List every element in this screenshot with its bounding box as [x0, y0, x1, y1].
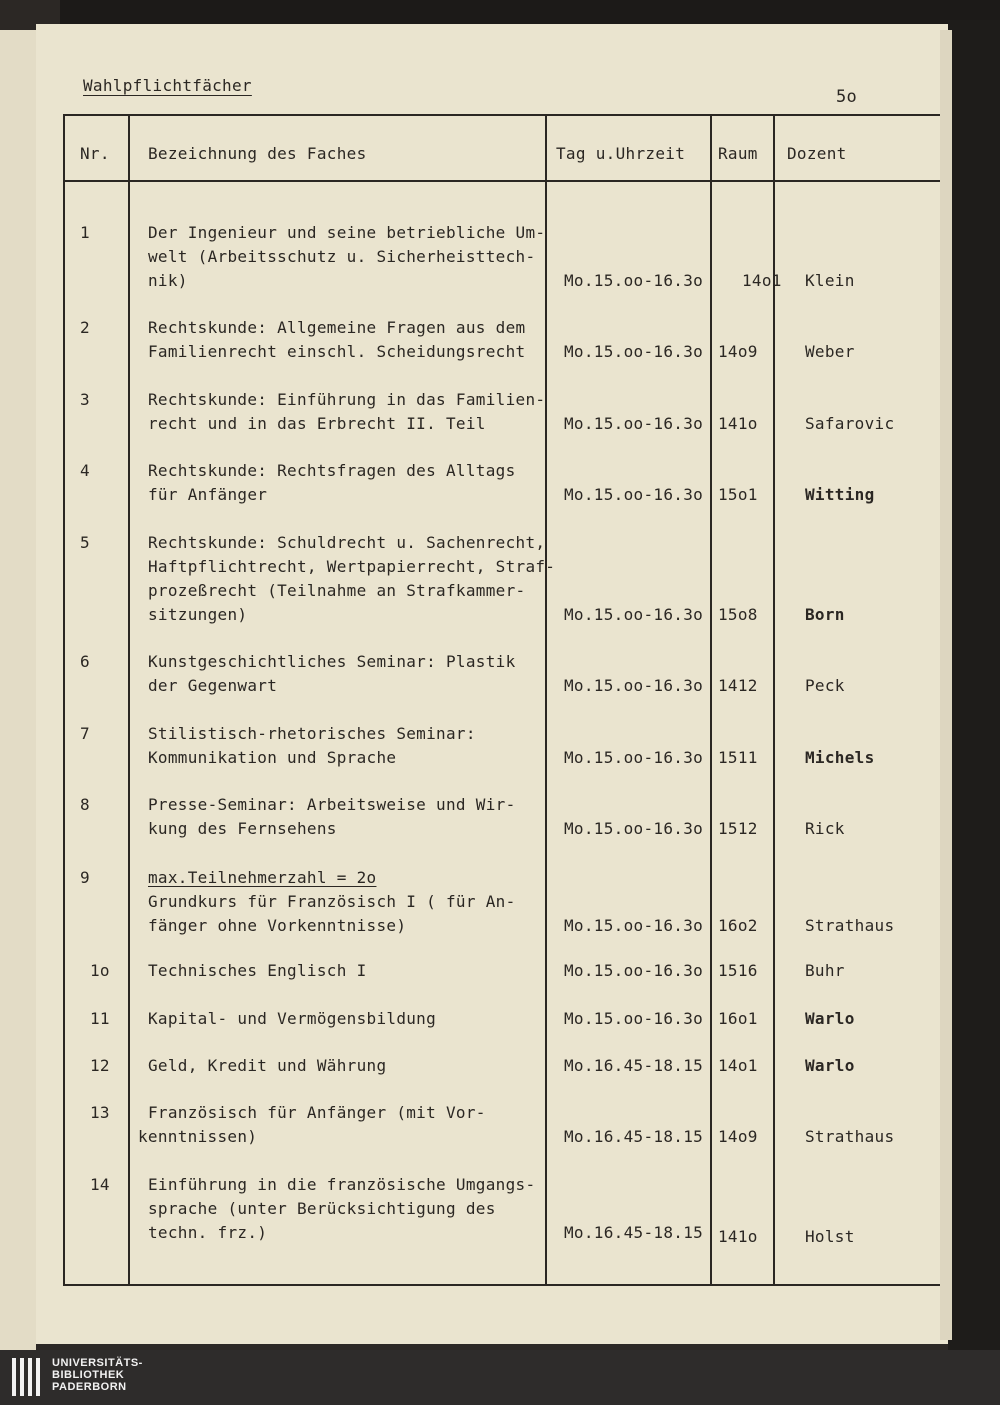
- library-footer-bar: [0, 1350, 1000, 1405]
- column-rule-time: [710, 114, 712, 1286]
- left-page-edge: [0, 30, 36, 1350]
- course-lecturer: Strathaus: [805, 916, 895, 935]
- course-title-line: Rechtskunde: Allgemeine Fragen aus dem: [148, 318, 526, 337]
- course-time: Mo.15.oo-16.3o: [564, 819, 704, 838]
- course-time: Mo.16.45-18.15: [564, 1223, 704, 1242]
- page-number: 5o: [836, 87, 858, 107]
- column-rule-nr: [128, 114, 130, 1286]
- course-room: 141o: [718, 414, 758, 433]
- row-number: 1: [80, 223, 90, 242]
- row-number: 7: [80, 724, 90, 743]
- row-number: 5: [80, 533, 90, 552]
- course-title-line: Rechtskunde: Rechtsfragen des Alltags: [148, 461, 516, 480]
- course-room: 15o8: [718, 605, 758, 624]
- course-title-line: kenntnissen): [138, 1127, 258, 1146]
- course-title-line: Rechtskunde: Einführung in das Familien-: [148, 390, 546, 409]
- row-number: 11: [90, 1009, 110, 1028]
- course-title-line: prozeßrecht (Teilnahme an Strafkammer-: [148, 581, 526, 600]
- next-page-edge: [940, 30, 952, 1340]
- header-room: Raum: [718, 144, 758, 163]
- course-room: 15o1: [718, 485, 758, 504]
- course-lecturer: Michels: [805, 748, 875, 767]
- course-lecturer: Klein: [805, 271, 855, 290]
- course-time: Mo.16.45-18.15: [564, 1056, 704, 1075]
- table-header-rule: [63, 180, 940, 182]
- course-title-line: Presse-Seminar: Arbeitsweise und Wir-: [148, 795, 516, 814]
- header-lecturer: Dozent: [787, 144, 847, 163]
- course-title-line: der Gegenwart: [148, 676, 278, 695]
- course-lecturer: Strathaus: [805, 1127, 895, 1146]
- library-logo-line: BIBLIOTHEK: [52, 1369, 125, 1381]
- course-title-line: Familienrecht einschl. Scheidungsrecht: [148, 342, 526, 361]
- header-nr: Nr.: [80, 144, 110, 163]
- course-title-line: Grundkurs für Französisch I ( für An-: [148, 892, 516, 911]
- row-number: 6: [80, 652, 90, 671]
- course-time: Mo.15.oo-16.3o: [564, 342, 704, 361]
- course-title-line: kung des Fernsehens: [148, 819, 337, 838]
- header-time: Tag u.Uhrzeit: [556, 144, 686, 163]
- course-title-line: fänger ohne Vorkenntnisse): [148, 916, 407, 935]
- course-room: 14o9: [718, 1127, 758, 1146]
- table-bottom-rule: [63, 1284, 940, 1286]
- course-title-line: sitzungen): [148, 605, 248, 624]
- course-room: 1516: [718, 961, 758, 980]
- course-time: Mo.15.oo-16.3o: [564, 271, 704, 290]
- row-number: 9: [80, 868, 90, 887]
- course-room: 141o: [718, 1227, 758, 1246]
- library-logo-line: UNIVERSITÄTS-: [52, 1357, 143, 1369]
- course-time: Mo.15.oo-16.3o: [564, 748, 704, 767]
- course-lecturer: Warlo: [805, 1009, 855, 1028]
- row-number: 1o: [90, 961, 110, 980]
- table-top-rule: [63, 114, 940, 116]
- course-time: Mo.15.oo-16.3o: [564, 485, 704, 504]
- row-number: 3: [80, 390, 90, 409]
- course-room: 1511: [718, 748, 758, 767]
- course-room: 16o1: [718, 1009, 758, 1028]
- row-number: 4: [80, 461, 90, 480]
- course-time: Mo.15.oo-16.3o: [564, 414, 704, 433]
- course-lecturer: Holst: [805, 1227, 855, 1246]
- course-time: Mo.15.oo-16.3o: [564, 961, 704, 980]
- course-title-line: Kunstgeschichtliches Seminar: Plastik: [148, 652, 516, 671]
- row-number: 13: [90, 1103, 110, 1122]
- row-number: 14: [90, 1175, 110, 1194]
- row-number: 2: [80, 318, 90, 337]
- course-title-line: sprache (unter Berücksichtigung des: [148, 1199, 496, 1218]
- library-logo-text: [52, 1357, 143, 1393]
- course-title-line: für Anfänger: [148, 485, 268, 504]
- course-title-line: Der Ingenieur und seine betriebliche Um-: [148, 223, 546, 242]
- course-lecturer: Born: [805, 605, 845, 624]
- course-lecturer: Weber: [805, 342, 855, 361]
- course-title-line: techn. frz.): [148, 1223, 268, 1242]
- course-room: 1412: [718, 676, 758, 695]
- course-lecturer: Warlo: [805, 1056, 855, 1075]
- page-heading: Wahlpflichtfächer: [83, 76, 252, 95]
- course-room: 14o9: [718, 342, 758, 361]
- course-title-line: Kapital- und Vermögensbildung: [148, 1009, 437, 1028]
- binder-top-edge: [60, 0, 1000, 26]
- table-left-rule: [63, 114, 65, 1286]
- course-room: 1512: [718, 819, 758, 838]
- course-room: 16o2: [718, 916, 758, 935]
- course-title-line: recht und in das Erbrecht II. Teil: [148, 414, 486, 433]
- library-logo-icon: [10, 1356, 44, 1398]
- course-lecturer: Peck: [805, 676, 845, 695]
- library-logo-line: PADERBORN: [52, 1381, 127, 1393]
- column-rule-title: [545, 114, 547, 1286]
- course-time: Mo.15.oo-16.3o: [564, 1009, 704, 1028]
- course-title-line: welt (Arbeitsschutz u. Sicherheisttech-: [148, 247, 536, 266]
- course-room: 14o1: [718, 1056, 758, 1075]
- course-title-line: Technisches Englisch I: [148, 961, 367, 980]
- course-time: Mo.15.oo-16.3o: [564, 676, 704, 695]
- course-title-line: Geld, Kredit und Währung: [148, 1056, 387, 1075]
- course-time: Mo.16.45-18.15: [564, 1127, 704, 1146]
- course-lecturer: Witting: [805, 485, 875, 504]
- course-title-line: Rechtskunde: Schuldrecht u. Sachenrecht,: [148, 533, 546, 552]
- header-title: Bezeichnung des Faches: [148, 144, 367, 163]
- course-lecturer: Safarovic: [805, 414, 895, 433]
- course-title-line: Kommunikation und Sprache: [148, 748, 397, 767]
- course-title-line: nik): [148, 271, 188, 290]
- binder-right-edge: [948, 20, 1000, 1350]
- row-number: 12: [90, 1056, 110, 1075]
- course-time: Mo.15.oo-16.3o: [564, 605, 704, 624]
- participant-limit-note: max.Teilnehmerzahl = 2o: [148, 868, 377, 887]
- course-time: Mo.15.oo-16.3o: [564, 916, 704, 935]
- course-room: 14o1: [742, 271, 782, 290]
- course-title-line: Einführung in die französische Umgangs-: [148, 1175, 536, 1194]
- course-title-line: Haftpflichtrecht, Wertpapierrecht, Straf-: [148, 557, 556, 576]
- course-lecturer: Buhr: [805, 961, 845, 980]
- course-title-line: Französisch für Anfänger (mit Vor-: [148, 1103, 486, 1122]
- course-title-line: Stilistisch-rhetorisches Seminar:: [148, 724, 476, 743]
- row-number: 8: [80, 795, 90, 814]
- course-lecturer: Rick: [805, 819, 845, 838]
